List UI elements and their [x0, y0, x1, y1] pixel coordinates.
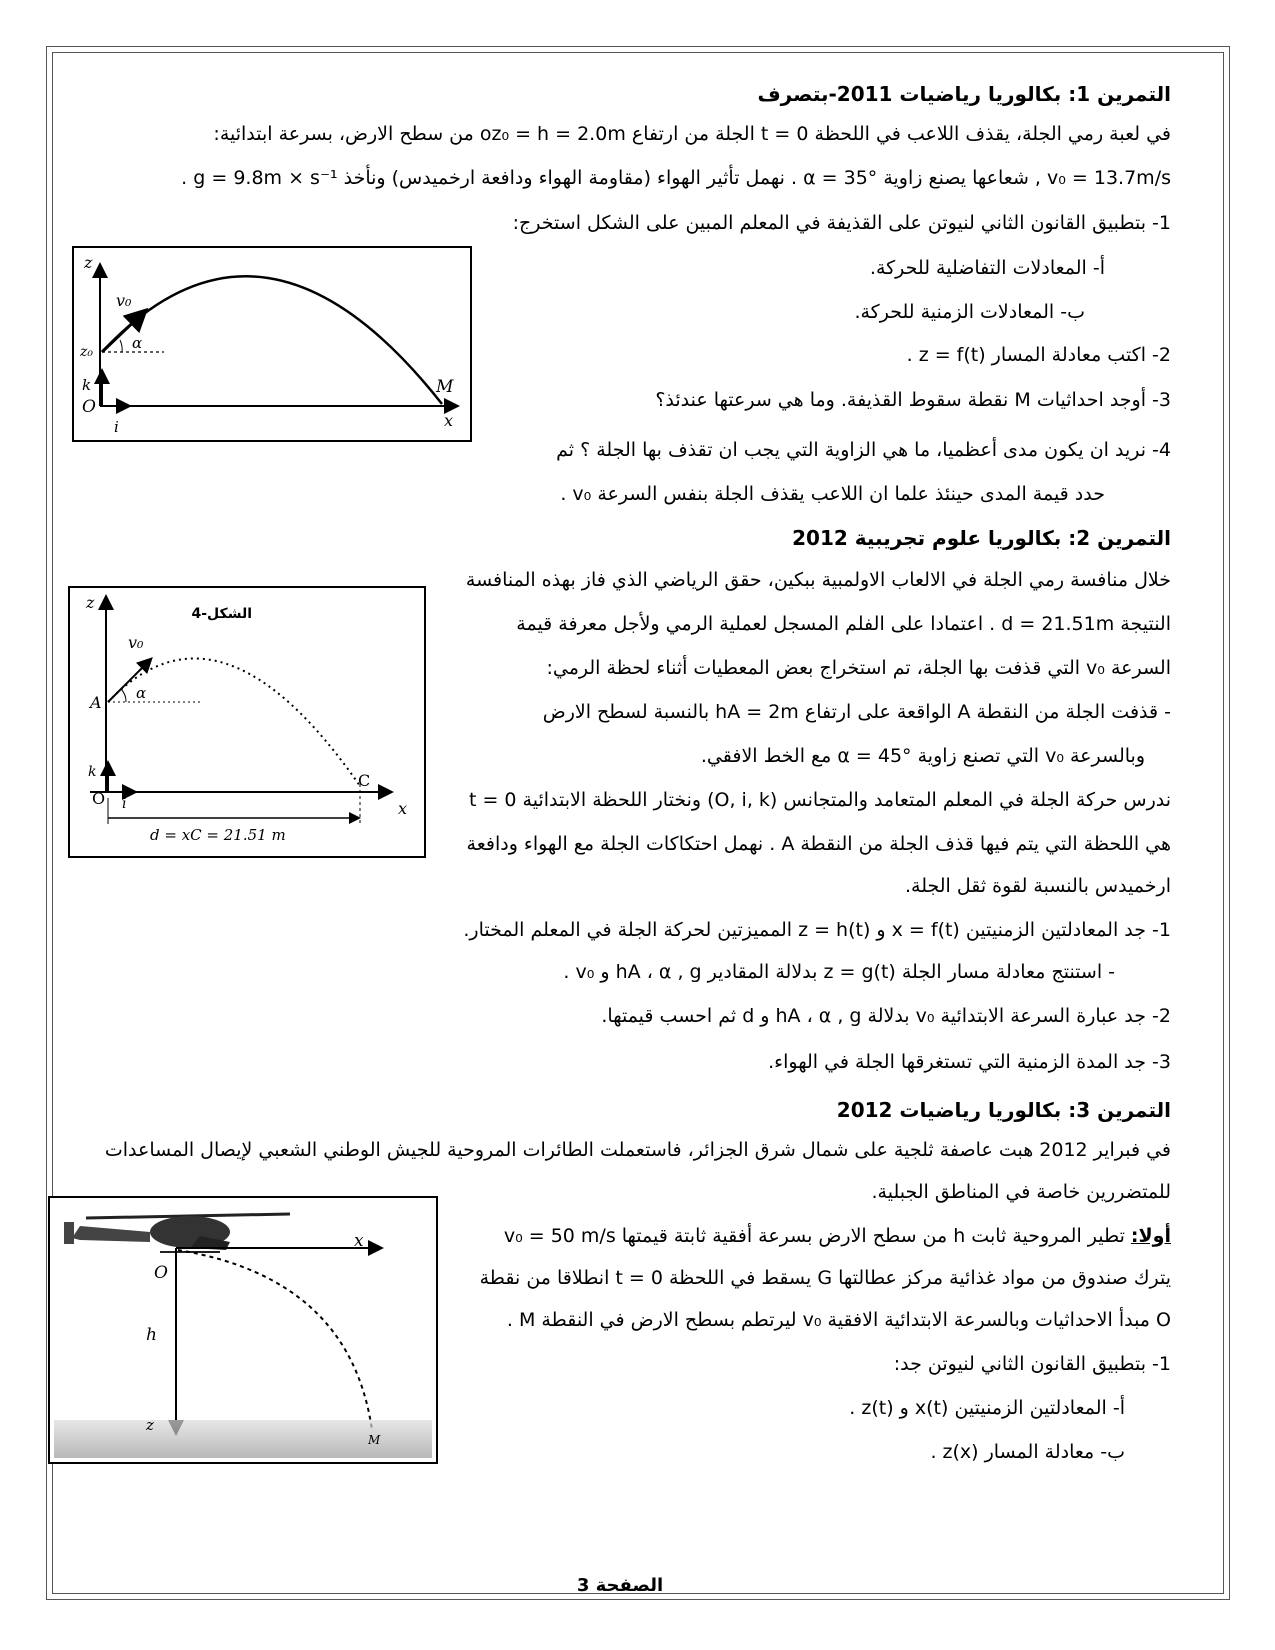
helicopter-icon	[64, 1214, 290, 1252]
ex3-line-2: للمتضررين خاصة في المناطق الجبلية.	[871, 1181, 1171, 1203]
fig1-o-label: O	[82, 397, 96, 417]
exercise-1-title: التمرين 1: بكالوريا رياضيات 2011-بتصرف	[757, 82, 1171, 106]
fig1-alpha-label: α	[132, 334, 143, 352]
fig2-a-label: A	[90, 693, 102, 712]
ex2-line-6: ندرس حركة الجلة في المعلم المتعامد والمتجانس (O, i, k) ونختار اللحظة الابتدائية t = 0	[468, 789, 1171, 811]
fig2-o-label: O	[92, 789, 106, 808]
first-label: أولا:	[1130, 1225, 1171, 1247]
fig2-v0-label: v₀	[128, 633, 144, 652]
fig3-h-label: h	[146, 1325, 157, 1345]
fig2-distance-label: d = xC = 21.51 m	[150, 826, 286, 844]
fig1-x-label: x	[444, 411, 454, 430]
trajectory	[102, 276, 442, 404]
fig2-caption: الشكل-4	[191, 606, 252, 622]
ex1-q4: 4- نريد ان يكون مدى أعظميا، ما هي الزاوية التي يجب ان تقذف بها الجلة ؟ ثم	[556, 439, 1171, 461]
figure-helicopter	[48, 1196, 438, 1464]
ex2-line-8: ارخميدس بالنسبة لقوة ثقل الجلة.	[904, 875, 1171, 897]
fig3-m-label: M	[368, 1433, 381, 1447]
ex2-q1-sub: - استنتج معادلة مسار الجلة z = g(t) بدلالة المقادير hA ، α , g و v₀ .	[563, 961, 1115, 983]
fig2-k-label: k	[88, 764, 97, 780]
ex3-q1: 1- بتطبيق القانون الثاني لنيوتن جد:	[893, 1353, 1171, 1375]
alpha-arc	[120, 340, 122, 352]
ex2-line-2: النتيجة d = 21.51m . اعتمادا على الفلم المسجل لعملية الرمي ولأجل معرفة قيمة	[516, 613, 1171, 635]
trajectory-dashed	[178, 1250, 372, 1430]
fig1-i-label: i	[114, 418, 119, 436]
fig3-x-label: x	[354, 1231, 364, 1251]
ex3-line-1: في فبراير 2012 هبت عاصفة ثلجية على شمال شرق الجزائر، فاستعملت الطائرات المروحية للجيش الوطني الشعبي لإيصال المساعدات	[104, 1139, 1171, 1161]
fig2-c-label: C	[358, 771, 371, 790]
ex3-q1a: أ- المعادلتين الزمنيتين x(t) و z(t) .	[849, 1397, 1125, 1419]
ex3-line-4: يترك صندوق من مواد غذائية مركز عطالتها G يسقط في اللحظة t = 0 انطلاقا من نقطة	[479, 1267, 1171, 1289]
ex2-line-1: خلال منافسة رمي الجلة في الالعاب الاولمبية ببكين، حقق الرياضي الذي فاز بهذه المنافسة	[465, 569, 1171, 591]
fig1-m-label: M	[436, 377, 454, 397]
ex2-line-5: وبالسرعة v₀ التي تصنع زاوية α = 45° مع الخط الافقي.	[700, 745, 1145, 767]
fig3-z-label: z	[146, 1416, 154, 1434]
exercise-2-title: التمرين 2: بكالوريا علوم تجريبية 2012	[792, 526, 1171, 550]
fig1-z0-label: z₀	[80, 344, 93, 360]
ex2-line-3: السرعة v₀ التي قذفت بها الجلة، تم استخراج بعض المعطيات أثناء لحظة الرمي:	[546, 657, 1171, 679]
ex1-q3: 3- أوجد احداثيات M نقطة سقوط القذيفة. وما هي سرعتها عندئذ؟	[655, 389, 1171, 411]
exercise-3-title: التمرين 3: بكالوريا رياضيات 2012	[836, 1098, 1171, 1122]
figure-4	[68, 586, 426, 858]
fig1-k-label: k	[82, 376, 92, 394]
fig3-o-label: O	[154, 1263, 168, 1283]
fig2-i-label: i	[122, 796, 127, 812]
fig1-z-label: z	[84, 253, 93, 272]
ex2-q2: 2- جد عبارة السرعة الابتدائية v₀ بدلالة hA ، α , g و d ثم احسب قيمتها.	[601, 1005, 1171, 1027]
fig2-alpha-label: α	[136, 684, 147, 702]
ex1-line-1: في لعبة رمي الجلة، يقذف اللاعب في اللحظة t = 0 الجلة من ارتفاع oz₀ = h = 2.0m من سطح الارض، بسرعة ابتدائية:	[213, 123, 1171, 145]
trajectory-dotted	[108, 658, 360, 786]
ex1-q1b: ب- المعادلات الزمنية للحركة.	[854, 301, 1085, 323]
ex2-line-7: هي اللحظة التي يتم فيها قذف الجلة من النقطة A . نهمل احتكاكات الجلة مع الهواء ودافعة	[466, 833, 1171, 855]
ex3-q1b: ب- معادلة المسار z(x) .	[930, 1441, 1125, 1463]
ex1-line-2: v₀ = 13.7m/s , شعاعها يصنع زاوية α = 35° . نهمل تأثير الهواء (مقاومة الهواء ودافعة ارخميدس) ونأخذ g = 9.8m × s⁻¹ .	[181, 167, 1171, 189]
ex3-line-5: O مبدأ الاحداثيات وبالسرعة الابتدائية الافقية v₀ ليرتطم بسطح الارض في النقطة M .	[506, 1309, 1171, 1331]
ex1-q1a: أ- المعادلات التفاضلية للحركة.	[869, 257, 1105, 279]
ex2-q3: 3- جد المدة الزمنية التي تستغرقها الجلة في الهواء.	[768, 1051, 1171, 1073]
alpha-arc	[121, 689, 126, 702]
fig2-z-label: z	[86, 593, 95, 612]
ex2-q1: 1- جد المعادلتين الزمنيتين x = f(t) و z = h(t) المميزتين لحركة الجلة في المعلم المختار.	[463, 919, 1171, 941]
ex1-q2: 2- اكتب معادلة المسار z = f(t) .	[906, 344, 1171, 366]
ex2-line-4: - قذفت الجلة من النقطة A الواقعة على ارتفاع hA = 2m بالنسبة لسطح الارض	[542, 701, 1171, 723]
figure-1	[72, 246, 472, 442]
fig2-x-label: x	[398, 799, 408, 818]
page-number: الصفحة 3	[576, 1575, 664, 1596]
fig1-v0-label: v₀	[116, 291, 132, 310]
ex1-q4-cont: حدد قيمة المدى حينئذ علما ان اللاعب يقذف الجلة بنفس السرعة v₀ .	[560, 483, 1105, 505]
ex1-q1: 1- بتطبيق القانون الثاني لنيوتن على القذيفة في المعلم المبين على الشكل استخرج:	[512, 212, 1171, 234]
ex3-line-3: أولا: تطير المروحية ثابت h من سطح الارض بسرعة أفقية ثابتة قيمتها v₀ = 50 m/s	[503, 1225, 1171, 1247]
